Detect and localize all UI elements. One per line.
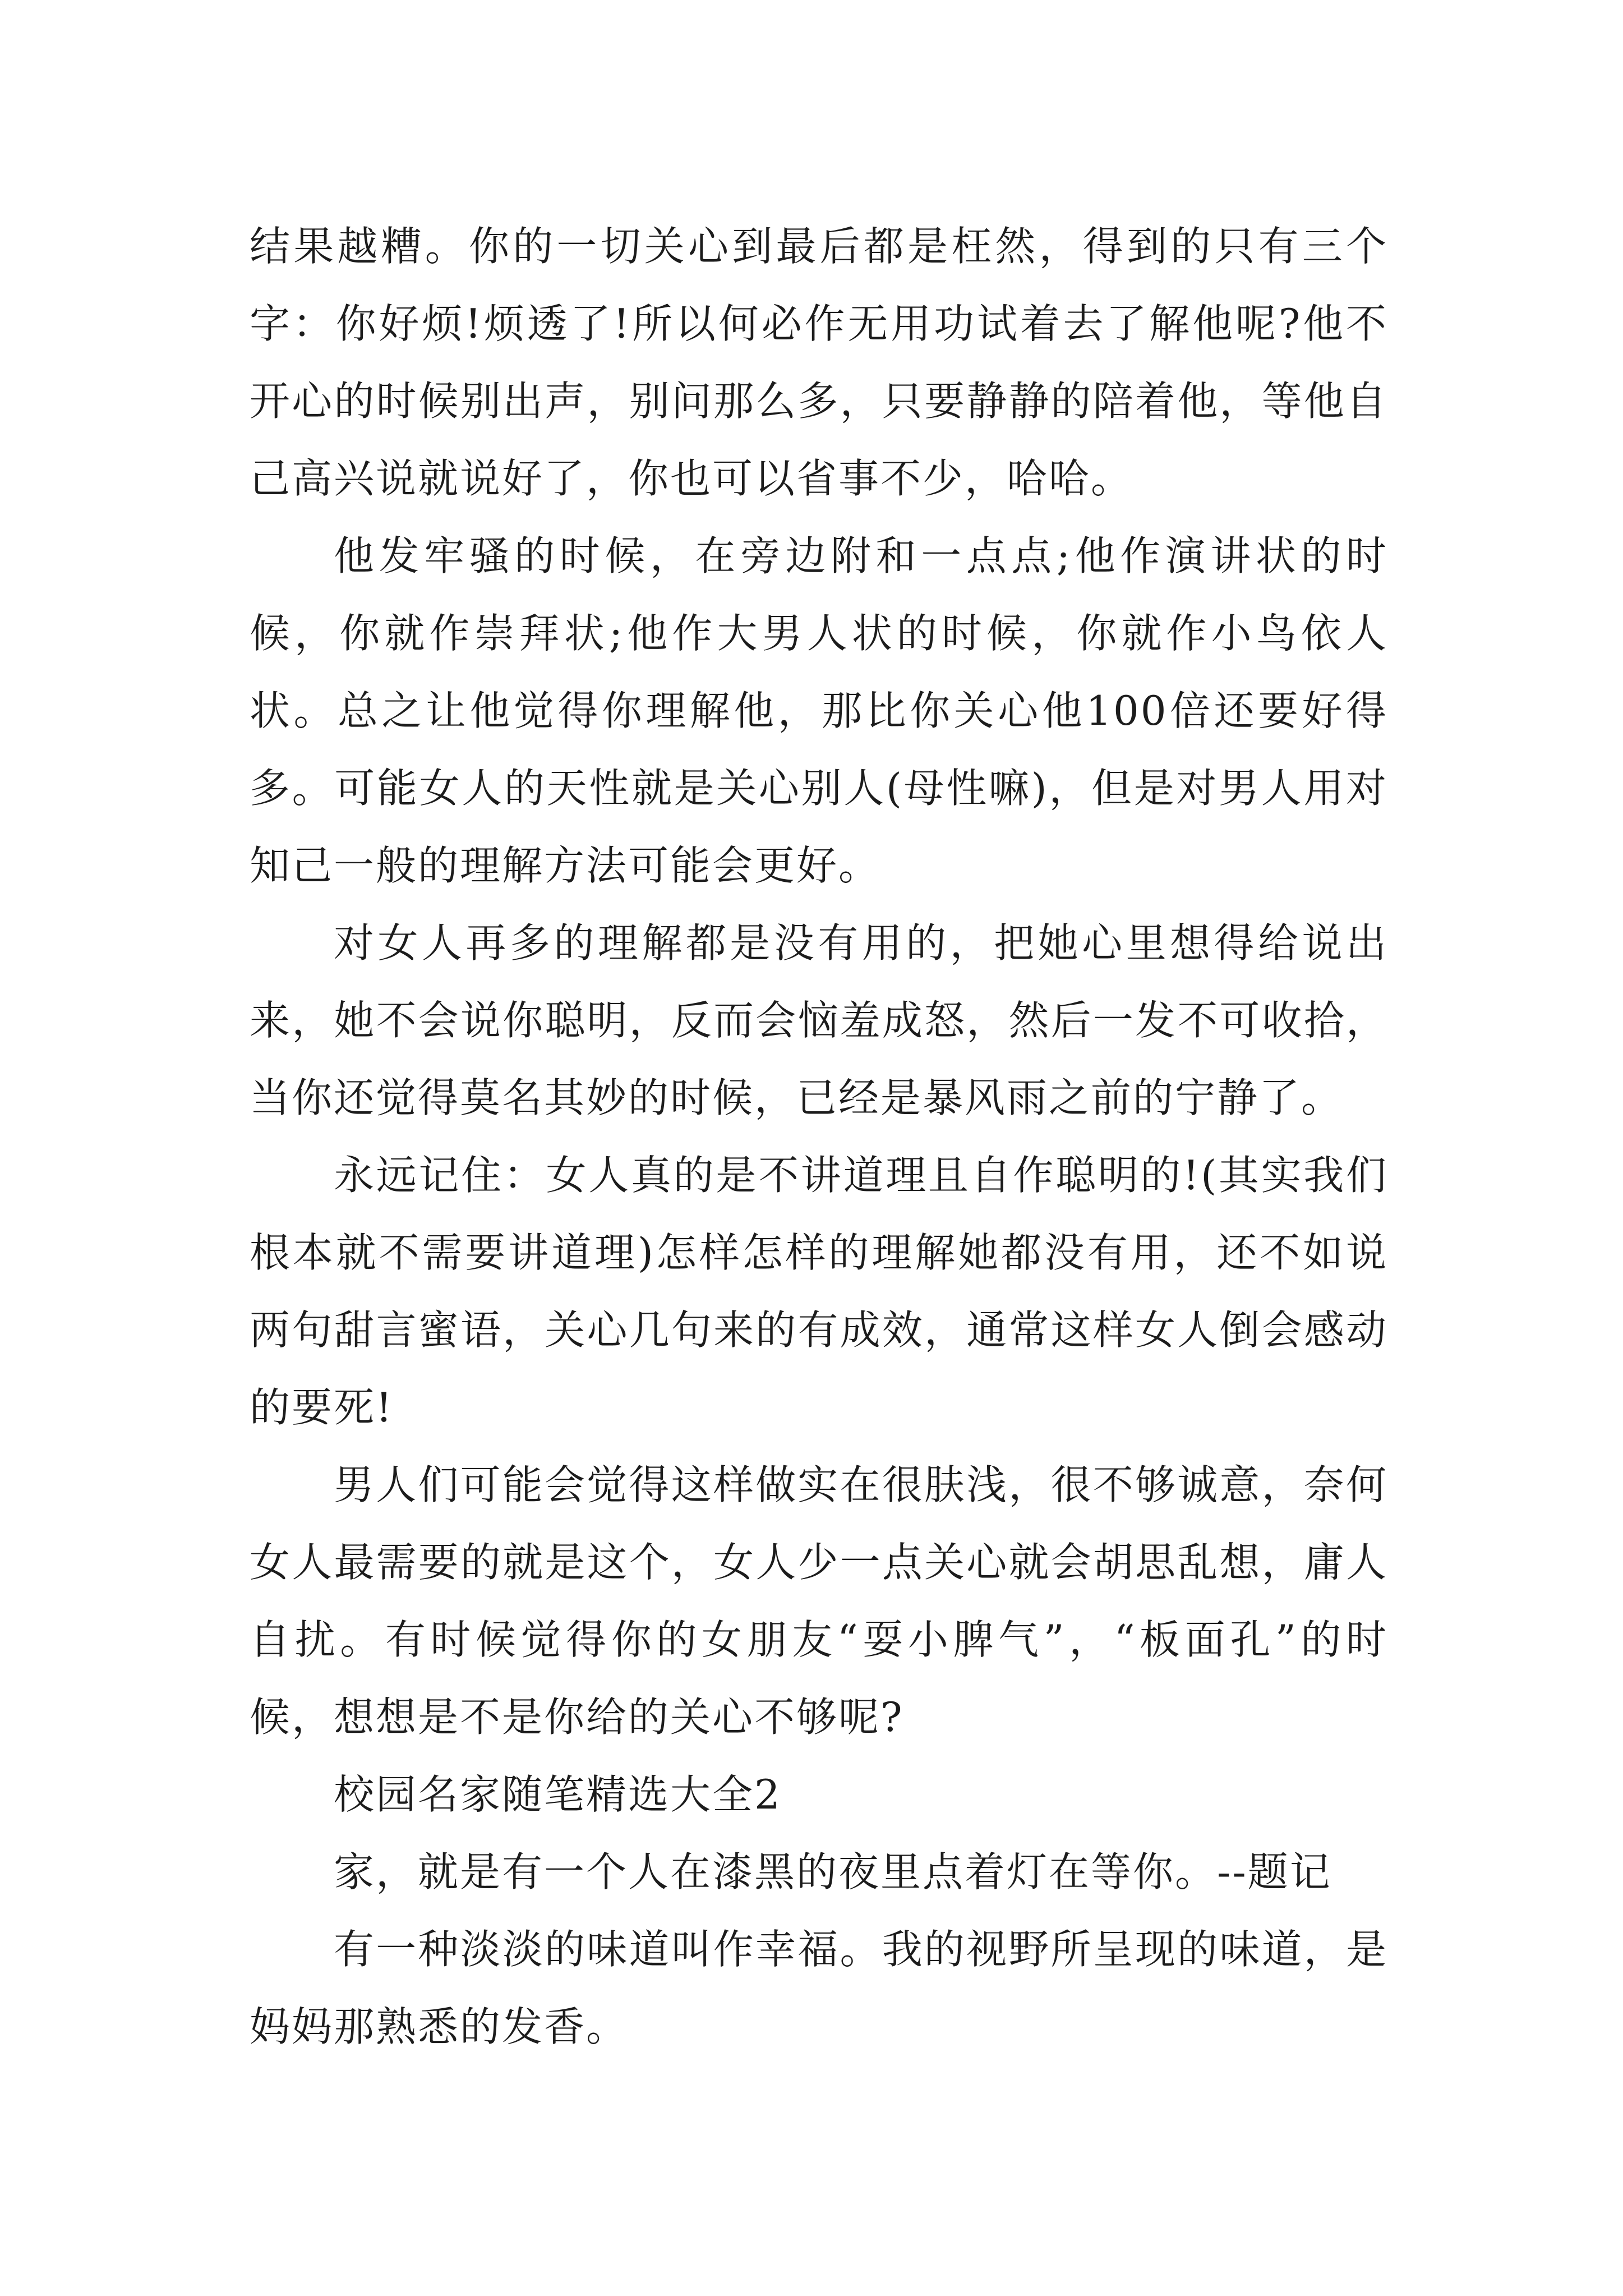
document-page (250, 208, 1388, 2065)
paragraph-4: 永远记住：女人真的是不讲道理且自作聪明的!(其实我们根本就不需要讲道理)怎样怎样的理解她都没有用，还不如说两句甜言蜜语，关心几句来的有成效，通常这样女人倒会感动的要死! (250, 1152, 1388, 1431)
paragraph-1: 结果越糟。你的一切关心到最后都是枉然，得到的只有三个字：你好烦!烦透了!所以何必作无用功试着去了解他呢?他不开心的时候别出声，别问那么多，只要静静的陪着他，等他自己高兴说就说好了，你也可以省事不少，哈哈。 (250, 223, 1388, 502)
paragraph-3: 对女人再多的理解都是没有用的，把她心里想得给说出来，她不会说你聪明，反而会恼羞成怒，然后一发不可收拾，当你还觉得莫名其妙的时候，已经是暴风雨之前的宁静了。 (250, 919, 1388, 1121)
section-heading: 校园名家随笔精选大全2 (334, 1771, 782, 1818)
paragraph-6: 有一种淡淡的味道叫作幸福。我的视野所呈现的味道，是妈妈那熟悉的发香。 (250, 1926, 1388, 2050)
paragraph-5: 男人们可能会觉得这样做实在很肤浅，很不够诚意，奈何女人最需要的就是这个，女人少一点关心就会胡思乱想，庸人自扰。有时候觉得你的女朋友“耍小脾气”，“板面孔”的时候，想想是不是你给的关心不够呢? (250, 1461, 1388, 1741)
epigraph: 家，就是有一个人在漆黑的夜里点着灯在等你。--题记 (334, 1848, 1332, 1895)
paragraph-2: 他发牢骚的时候，在旁边附和一点点;他作演讲状的时候，你就作崇拜状;他作大男人状的时候，你就作小鸟依人状。总之让他觉得你理解他，那比你关心他100倍还要好得多。可能女人的天性就是关心别人(母性嘛)，但是对男人用对知己一般的理解方法可能会更好。 (250, 532, 1388, 889)
